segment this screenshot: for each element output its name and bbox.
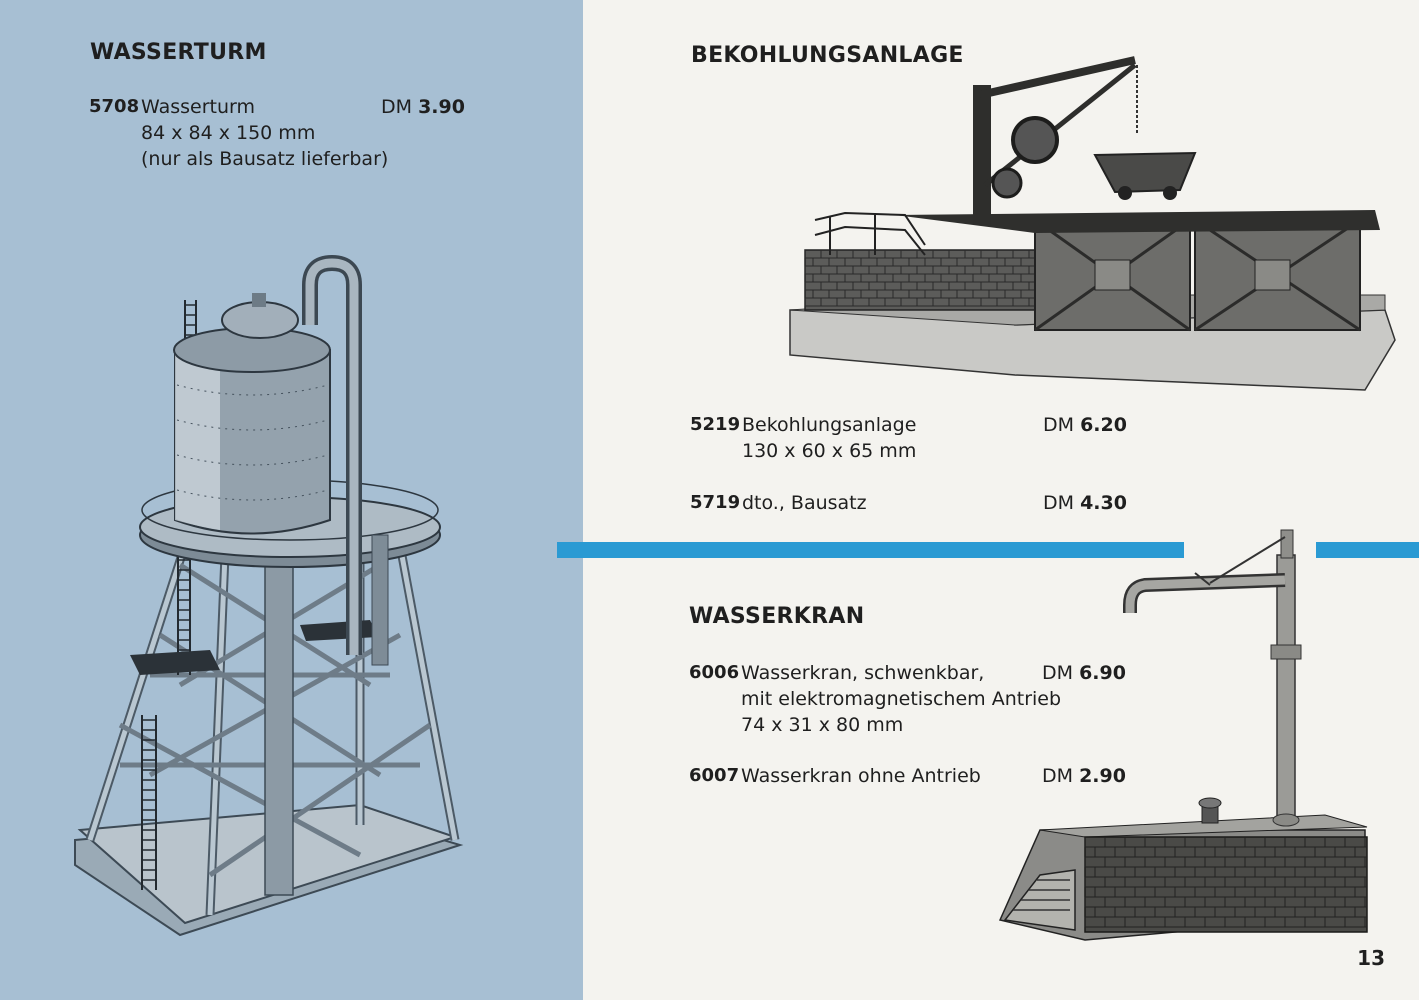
product-dimensions: 74 x 31 x 80 mm: [741, 714, 904, 736]
product-name: Wasserkran ohne Antrieb: [741, 765, 981, 787]
product-dimensions: 84 x 84 x 150 mm: [141, 122, 316, 144]
water-tower-image: [60, 255, 470, 975]
bekohlung-heading: BEKOHLUNGSANLAGE: [691, 43, 964, 68]
product-price: DM 6.20: [1043, 414, 1127, 436]
coaling-station-image: [785, 55, 1400, 395]
product-5219: [690, 412, 1130, 468]
water-crane-image: [995, 525, 1375, 945]
product-price: DM 4.30: [1043, 492, 1127, 514]
product-number: 5719: [690, 492, 741, 513]
product-price: DM 2.90: [1042, 765, 1126, 787]
product-number: 5219: [690, 414, 741, 435]
page-number: 13: [1357, 946, 1385, 970]
product-number: 6007: [689, 765, 740, 786]
product-name: Bekohlungsanlage: [742, 414, 917, 436]
product-name: Wasserkran, schwenkbar,: [741, 662, 985, 684]
product-feature: mit elektromagnetischem Antrieb: [741, 688, 1062, 710]
wasserturm-heading: WASSERTURM: [90, 40, 267, 65]
product-name: Wasserturm: [141, 96, 255, 118]
product-number: 5708: [89, 96, 140, 117]
product-dimensions: 130 x 60 x 65 mm: [742, 440, 917, 462]
wasserkran-heading: WASSERKRAN: [689, 604, 865, 629]
product-number: 6006: [689, 662, 740, 683]
product-note: (nur als Bausatz lieferbar): [141, 148, 389, 170]
product-5708: [89, 94, 469, 174]
product-price: DM 6.90: [1042, 662, 1126, 684]
product-name: dto., Bausatz: [742, 492, 867, 514]
product-5719: [690, 490, 1130, 518]
product-price: DM 3.90: [381, 96, 465, 118]
